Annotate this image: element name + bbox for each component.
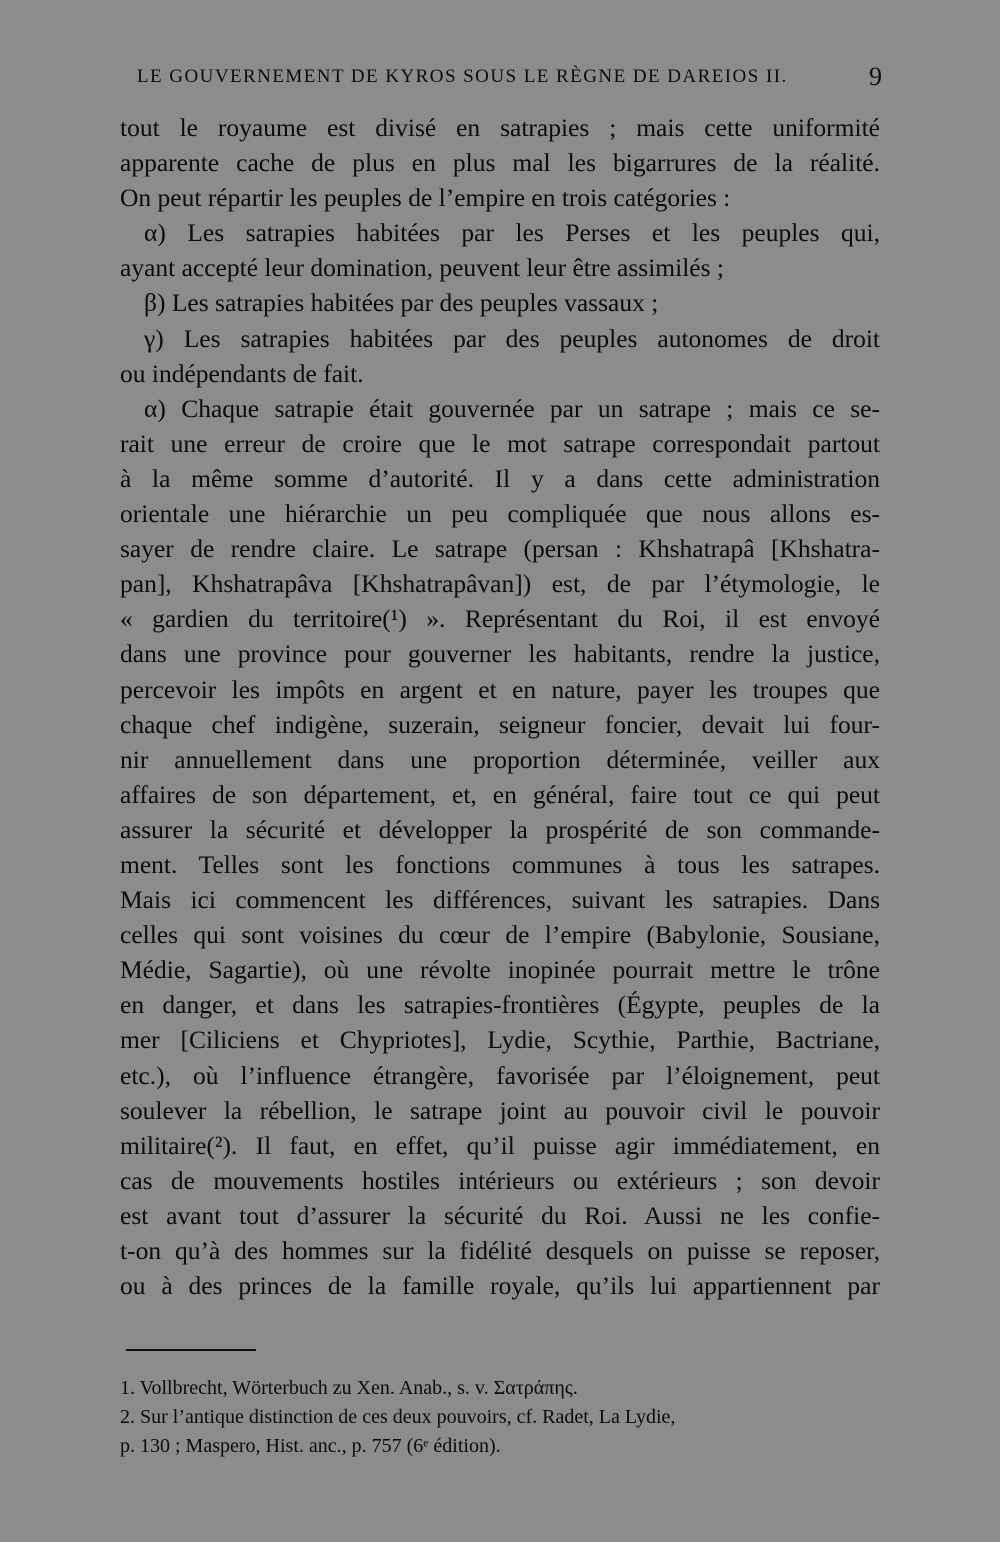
body-line: à la même somme d’autorité. Il y a dans cette administration [120,463,880,493]
body-line: assurer la sécurité et développer la prospérité de son commande- [120,814,880,844]
body-line: nir annuellement dans une proportion déterminée, veiller aux [120,744,880,774]
body-line: γ) Les satrapies habitées par des peuples autonomes de droit [144,323,880,353]
body-line: militaire(²). Il faut, en effet, qu’il puisse agir immédiatement, en [120,1130,880,1160]
footnote-rule [126,1349,256,1351]
body-line: mer [Ciliciens et Chypriotes], Lydie, Scythie, Parthie, Bactriane, [120,1025,880,1055]
body-line: « gardien du territoire(¹) ». Représentant du Roi, il est envoyé [120,604,880,634]
body-line: percevoir les impôts en argent et en nature, payer les troupes que [120,674,880,704]
body-line: tout le royaume est divisé en satrapies ; mais cette uniformité [120,113,880,142]
body-line: β) Les satrapies habitées par des peuples vassaux ; [144,288,659,318]
body-line: Médie, Sagartie), où une révolte inopinée pourrait mettre le trône [120,955,880,985]
body-line: α) Chaque satrapie était gouvernée par un satrape ; mais ce se- [144,393,880,423]
body-line: soulever la rébellion, le satrape joint au pouvoir civil le pouvoir [120,1095,880,1125]
body-line: ou indépendants de fait. [120,358,364,388]
body-line: pan], Khshatrapâva [Khshatrapâvan]) est, de par l’étymologie, le [120,569,880,599]
body-line: en danger, et dans les satrapies-frontières (Égypte, peuples de la [120,990,880,1020]
body-line: dans une province pour gouverner les habitants, rendre la justice, [120,639,880,669]
body-line: ou à des princes de la famille royale, qu’ils lui appartiennent par [120,1271,880,1301]
body-line: Mais ici commencent les différences, suivant les satrapies. Dans [120,885,880,915]
body-line: α) Les satrapies habitées par les Perses et les peuples qui, [144,218,880,248]
body-line: ment. Telles sont les fonctions communes à tous les satrapes. [120,849,880,879]
body-line: t-on qu’à des hommes sur la fidélité desquels on puisse se reposer, [120,1236,880,1265]
body-line: affaires de son département, et, en général, faire tout ce qui peut [120,779,880,809]
running-head [137,62,882,96]
body-line: chaque chef indigène, suzerain, seigneur foncier, devait lui four- [120,709,880,739]
body-line: rait une erreur de croire que le mot satrape correspondait partout [120,428,880,458]
body-line: cas de mouvements hostiles intérieurs ou extérieurs ; son devoir [120,1165,880,1195]
body-line: ayant accepté leur domination, peuvent leur être assimilés ; [120,253,724,283]
body-line: etc.), où l’influence étrangère, favorisée par l’éloignement, peut [120,1060,880,1090]
footnotes [120,1374,890,1461]
body-line: celles qui sont voisines du cœur de l’empire (Babylonie, Sousiane, [120,920,880,950]
body-line: sayer de rendre claire. Le satrape (persan : Khshatrapâ [Khshatra- [120,534,880,564]
footnote-2-continuation: p. 130 ; Maspero, Hist. anc., p. 757 (6ᵉ édition). [120,1435,501,1457]
body-line: est avant tout d’assurer la sécurité du Roi. Aussi ne les confie- [120,1200,880,1230]
body-text [120,110,880,1303]
running-title: LE GOUVERNEMENT DE KYROS SOUS LE RÈGNE DE DAREIOS II. [137,66,788,87]
body-line: orientale une hiérarchie un peu compliquée que nous allons es- [120,499,880,529]
body-line: On peut répartir les peuples de l’empire en trois catégories : [120,183,731,213]
page-number: 9 [869,62,882,91]
footnote-2: 2. Sur l’antique distinction de ces deux pouvoirs, cf. Radet, La Lydie, [120,1406,676,1428]
body-line: apparente cache de plus en plus mal les bigarrures de la réalité. [120,148,880,178]
footnote-1: 1. Vollbrecht, Wörterbuch zu Xen. Anab., s. v. Σατράπης. [120,1377,578,1399]
